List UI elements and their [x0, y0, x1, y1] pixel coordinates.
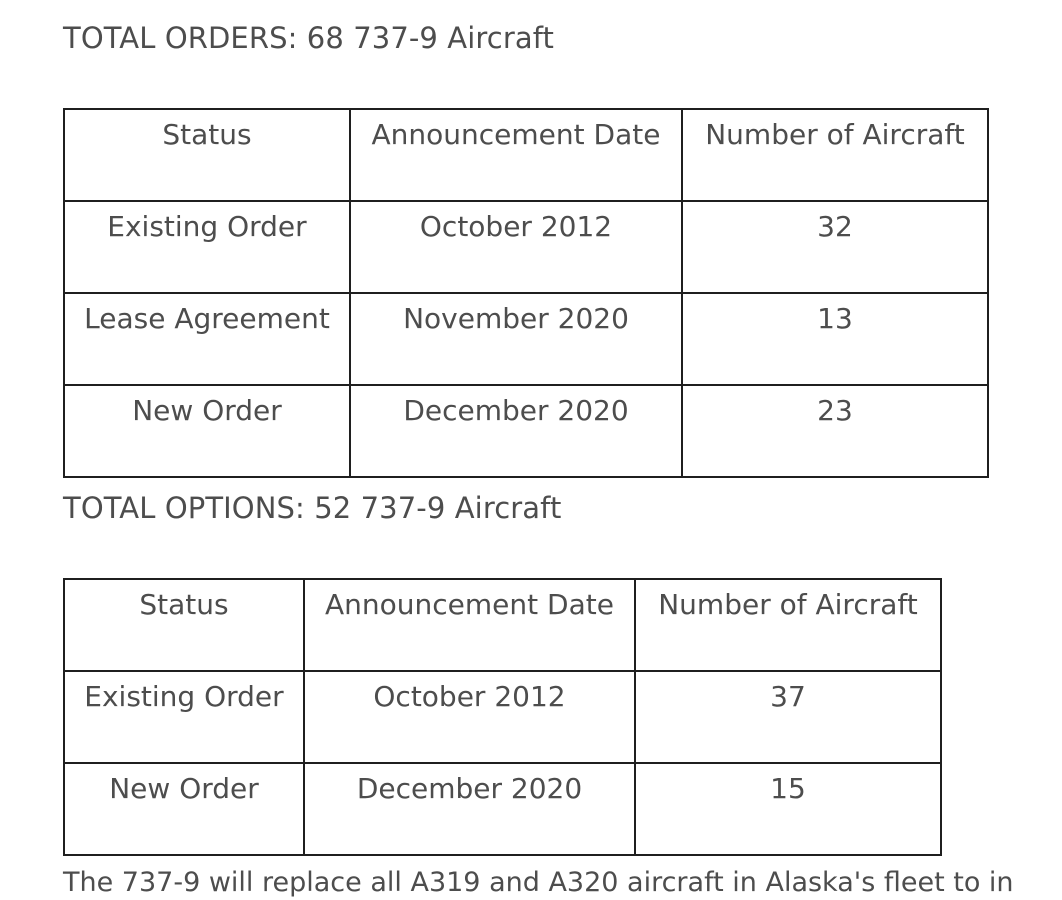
orders-table-header-row	[64, 109, 988, 201]
table-row	[64, 201, 988, 293]
status-cell: New Order	[64, 385, 350, 477]
status-cell: Existing Order	[64, 671, 304, 763]
date-cell: December 2020	[304, 763, 635, 855]
table-row	[64, 763, 941, 855]
table-row	[64, 385, 988, 477]
options-header-number-of-aircraft: Number of Aircraft	[635, 579, 941, 671]
options-table-header-row	[64, 579, 941, 671]
body-paragraph: The 737-9 will replace all A319 and A320 aircraft in Alaska's fleet to in	[63, 867, 1014, 898]
count-cell: 13	[682, 293, 988, 385]
table-row	[64, 671, 941, 763]
count-cell: 37	[635, 671, 941, 763]
options-header-status: Status	[64, 579, 304, 671]
orders-table	[63, 108, 989, 478]
date-cell: October 2012	[304, 671, 635, 763]
date-cell: November 2020	[350, 293, 682, 385]
table-row	[64, 293, 988, 385]
count-cell: 32	[682, 201, 988, 293]
total-orders-heading: TOTAL ORDERS: 68 737-9 Aircraft	[63, 21, 554, 55]
count-cell: 23	[682, 385, 988, 477]
options-header-announcement-date: Announcement Date	[304, 579, 635, 671]
options-table	[63, 578, 942, 856]
status-cell: Existing Order	[64, 201, 350, 293]
date-cell: December 2020	[350, 385, 682, 477]
status-cell: Lease Agreement	[64, 293, 350, 385]
orders-header-announcement-date: Announcement Date	[350, 109, 682, 201]
orders-header-number-of-aircraft: Number of Aircraft	[682, 109, 988, 201]
status-cell: New Order	[64, 763, 304, 855]
date-cell: October 2012	[350, 201, 682, 293]
total-options-heading: TOTAL OPTIONS: 52 737-9 Aircraft	[63, 491, 562, 525]
orders-header-status: Status	[64, 109, 350, 201]
count-cell: 15	[635, 763, 941, 855]
